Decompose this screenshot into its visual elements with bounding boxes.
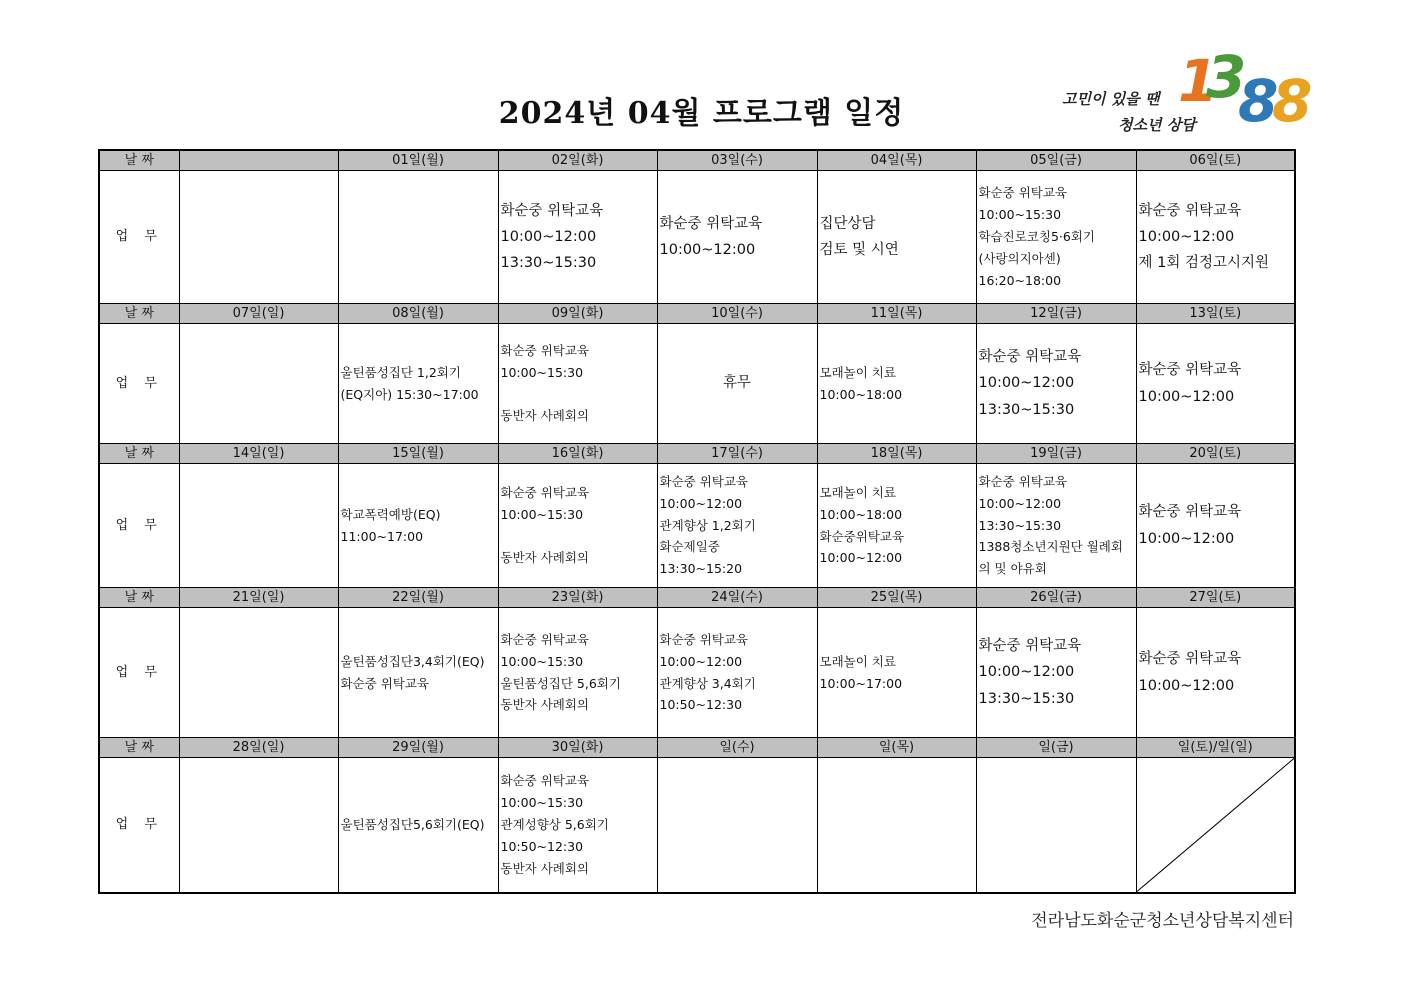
task-text: 화순중 위탁교육 10:00~15:30 울틴품성집단 5,6회기 동반자 사례회의 [500, 631, 621, 713]
date-label: 날 짜 [99, 444, 179, 464]
task-cell [498, 324, 657, 444]
task-cell [1136, 608, 1295, 738]
task-text: 화순중 위탁교육 10:00~12:00 13:30~15:30 1388청소년지원단 월례회의 및 야유회 [978, 473, 1123, 577]
schedule-table [98, 149, 1296, 894]
task-cell [657, 324, 817, 444]
task-cell [338, 464, 498, 588]
date-cell: 02일(화) [498, 150, 657, 171]
task-text: 울틴품성집단3,4회기(EQ) 화순중 위탁교육 [340, 653, 485, 691]
task-cell [976, 758, 1136, 893]
task-text: 화순중 위탁교육 10:00~12:00 관계향상 1,2회기 화순제일중 13:30~15:20 [659, 473, 756, 577]
task-cell [657, 171, 817, 304]
date-cell: 일(수) [657, 738, 817, 758]
task-text: 화순중 위탁교육 10:00~15:30 관계성향상 5,6회기 10:50~12:30 동반자 사례회의 [500, 773, 609, 876]
date-cell: 10일(수) [657, 304, 817, 324]
date-cell: 05일(금) [976, 150, 1136, 171]
task-text: 화순중 위탁교육 10:00~12:00 제 1회 검정고시지원 [1138, 202, 1269, 272]
date-row [99, 738, 1295, 758]
task-cell [657, 758, 817, 893]
task-cell [817, 758, 976, 893]
date-label: 날 짜 [99, 738, 179, 758]
work-label: 업 무 [99, 324, 179, 444]
task-cell [498, 758, 657, 893]
task-row [99, 171, 1295, 304]
date-cell: 일(토)/일(일) [1136, 738, 1295, 758]
task-text: 학교폭력예방(EQ) 11:00~17:00 [340, 506, 441, 544]
task-text: 울틴품성집단 1,2회기 (EQ지아) 15:30~17:00 [340, 364, 479, 402]
task-cell [1136, 464, 1295, 588]
page-title: 2024년 04월 프로그램 일정 [498, 96, 905, 131]
task-cell [179, 608, 338, 738]
date-row [99, 304, 1295, 324]
date-cell: 11일(목) [817, 304, 976, 324]
task-cell [179, 171, 338, 304]
task-cell [817, 464, 976, 588]
task-row [99, 464, 1295, 588]
date-label: 날 짜 [99, 304, 179, 324]
date-cell: 03일(수) [657, 150, 817, 171]
task-text: 화순중 위탁교육 10:00~15:30 동반자 사례회의 [500, 342, 589, 424]
date-cell: 06일(토) [1136, 150, 1295, 171]
footer-organization: 전라남도화순군청소년상담복지센터 [1031, 911, 1294, 931]
task-text: 화순중 위탁교육 10:00~12:00 13:30~15:30 [978, 638, 1082, 707]
task-cell [498, 608, 657, 738]
date-row [99, 588, 1295, 608]
logo-digit-8b: 8 [1272, 67, 1313, 135]
work-label: 업 무 [99, 758, 179, 893]
date-cell: 13일(토) [1136, 304, 1295, 324]
task-text: 화순중 위탁교육 10:00~12:00 13:30~15:30 [500, 202, 604, 272]
task-cell [1136, 171, 1295, 304]
task-cell [976, 608, 1136, 738]
task-cell [179, 758, 338, 893]
task-row [99, 758, 1295, 893]
task-cell [657, 608, 817, 738]
date-row [99, 444, 1295, 464]
logo-1388 [1060, 43, 1313, 141]
date-cell: 27일(토) [1136, 588, 1295, 608]
task-cell [817, 608, 976, 738]
date-cell: 23일(화) [498, 588, 657, 608]
task-row [99, 608, 1295, 738]
task-text: 화순중 위탁교육 10:00~12:00 [1138, 362, 1242, 405]
work-label: 업 무 [99, 171, 179, 304]
date-label: 날 짜 [99, 588, 179, 608]
date-cell: 21일(일) [179, 588, 338, 608]
task-text: 화순중 위탁교육 10:00~12:00 13:30~15:30 [978, 349, 1082, 418]
task-text: 화순중 위탁교육 10:00~12:00 [1138, 651, 1242, 694]
date-cell: 07일(일) [179, 304, 338, 324]
date-cell: 18일(목) [817, 444, 976, 464]
date-cell: 16일(화) [498, 444, 657, 464]
date-cell: 09일(화) [498, 304, 657, 324]
task-row [99, 324, 1295, 444]
task-cell [338, 324, 498, 444]
logo-digit-1: 1 [1178, 47, 1219, 115]
date-cell: 30일(화) [498, 738, 657, 758]
date-cell: 01일(월) [338, 150, 498, 171]
task-cell [498, 171, 657, 304]
task-text: 휴무 [722, 375, 751, 392]
date-label: 날 짜 [99, 150, 179, 171]
task-text: 모래놀이 치료 10:00~17:00 [819, 653, 903, 691]
date-cell: 일(목) [817, 738, 976, 758]
task-cell [179, 464, 338, 588]
date-cell: 15일(월) [338, 444, 498, 464]
date-row [99, 150, 1295, 171]
date-cell: 12일(금) [976, 304, 1136, 324]
task-cell [179, 324, 338, 444]
task-cell [976, 324, 1136, 444]
task-text: 화순중 위탁교육 10:00~15:30 학습진로코칭5·6회기 (사랑의지아센) 16:20~18:00 [978, 185, 1095, 288]
date-cell: 일(금) [976, 738, 1136, 758]
task-cell [1136, 324, 1295, 444]
date-cell: 17일(수) [657, 444, 817, 464]
task-cell [976, 464, 1136, 588]
task-cell [498, 464, 657, 588]
date-cell: 24일(수) [657, 588, 817, 608]
task-text: 화순중 위탁교육 10:00~15:30 동반자 사례회의 [500, 484, 589, 566]
date-cell: 14일(일) [179, 444, 338, 464]
task-text: 집단상담 검토 및 시연 [819, 215, 899, 258]
task-text: 울틴품성집단5,6회기(EQ) [340, 816, 485, 832]
task-cell [338, 758, 498, 893]
task-text: 모래놀이 치료 10:00~18:00 [819, 364, 903, 402]
task-cell-empty-diagonal [1136, 758, 1295, 893]
task-text: 화순중 위탁교육 10:00~12:00 [1138, 504, 1242, 547]
logo-slogan-line1: 고민이 있을 땐 [1062, 90, 1160, 108]
logo-slogan-line2: 청소년 상담 [1118, 116, 1196, 134]
task-cell [338, 608, 498, 738]
date-cell [179, 150, 338, 171]
date-cell: 08일(월) [338, 304, 498, 324]
date-cell: 25일(목) [817, 588, 976, 608]
date-cell: 29일(월) [338, 738, 498, 758]
date-cell: 19일(금) [976, 444, 1136, 464]
date-cell: 04일(목) [817, 150, 976, 171]
date-cell: 20일(토) [1136, 444, 1295, 464]
task-text: 화순중 위탁교육 10:00~12:00 관계향상 3,4회기 10:50~12:30 [659, 631, 756, 713]
task-text: 모래놀이 치료 10:00~18:00 화순중위탁교육 10:00~12:00 [819, 484, 905, 566]
task-cell [657, 464, 817, 588]
work-label: 업 무 [99, 608, 179, 738]
task-text: 화순중 위탁교육 10:00~12:00 [659, 215, 763, 258]
date-cell: 28일(일) [179, 738, 338, 758]
logo-digit-8a: 8 [1238, 67, 1279, 135]
logo-digit-3: 3 [1206, 43, 1247, 111]
date-cell: 22일(월) [338, 588, 498, 608]
task-cell [817, 324, 976, 444]
task-cell [817, 171, 976, 304]
task-cell [338, 171, 498, 304]
work-label: 업 무 [99, 464, 179, 588]
task-cell [976, 171, 1136, 304]
date-cell: 26일(금) [976, 588, 1136, 608]
